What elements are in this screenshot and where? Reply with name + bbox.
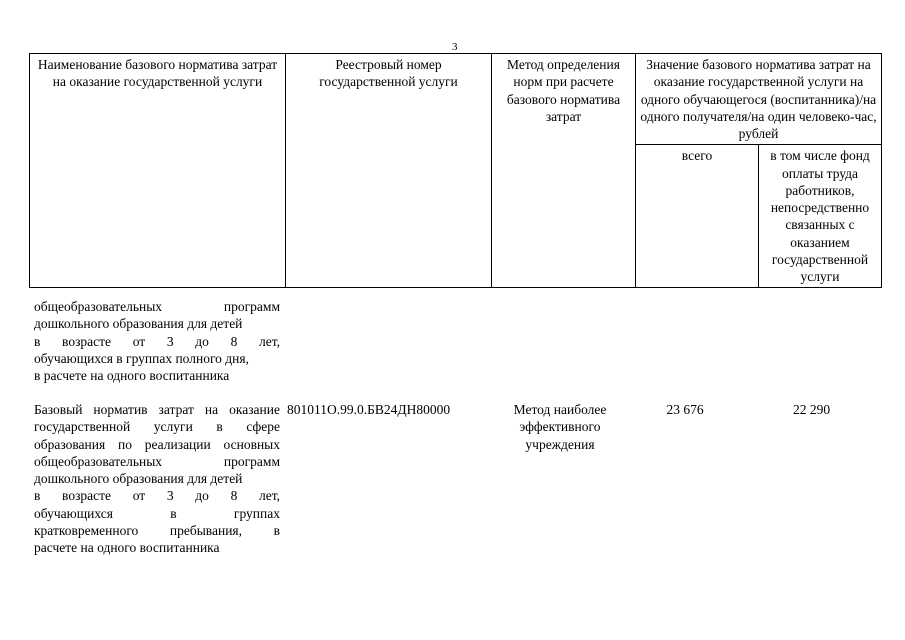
row2-name [34, 401, 280, 556]
page-number: 3 [452, 41, 458, 53]
row2-line: обучающихся в группах [34, 505, 280, 521]
row2-line: дошкольного образования для детей [34, 471, 243, 487]
continued-line: обучающихся в группах полного дня, [34, 350, 249, 366]
continued-line: дошкольного образования для детей [34, 316, 243, 332]
continued-line: общеобразовательных программ [34, 299, 280, 314]
header-sub-total: всего [636, 145, 759, 288]
continued-line: в возрасте от 3 до 8 лет, [34, 333, 280, 349]
row2-line: образования по реализации основных [34, 436, 280, 452]
continued-line: в расчете на одного воспитанника [34, 368, 230, 384]
header-method-column: Метод определения норм при расчете базового норматива затрат [492, 54, 636, 288]
row2-line: Базовый норматив затрат на оказание [34, 402, 280, 417]
row2-line: общеобразовательных программ [34, 453, 280, 469]
row2-line: государственной услуги в сфере [34, 419, 280, 435]
header-registry-column: Реестровый номер государственной услуги [286, 54, 492, 288]
header-name-column: Наименование базового норматива затрат на оказание государственной услуги [30, 54, 286, 288]
row2-method: Метод наиболее эффективного учреждения [513, 402, 607, 452]
row2-line: в возрасте от 3 до 8 лет, [34, 488, 280, 504]
row2-registry-number: 801011О.99.0.БВ24ДН80000 [287, 402, 451, 417]
row2-fund-value: 22 290 [792, 402, 831, 417]
row2-line: расчете на одного воспитанника [34, 540, 220, 556]
row2-total-value: 23 676 [666, 402, 704, 417]
header-sub-fund: в том числе фонд оплаты труда работников, непосредственно связанных с оказанием государственной услуги [759, 145, 882, 288]
header-table [29, 53, 882, 288]
row2-line: кратковременного пребывания, в [34, 522, 280, 538]
continued-row-name [34, 298, 280, 384]
header-value-column: Значение базового норматива затрат на оказание государственной услуги на одного обучающегося (воспитанника)/на одного получателя/на один человеко-час, рублей [636, 54, 882, 145]
